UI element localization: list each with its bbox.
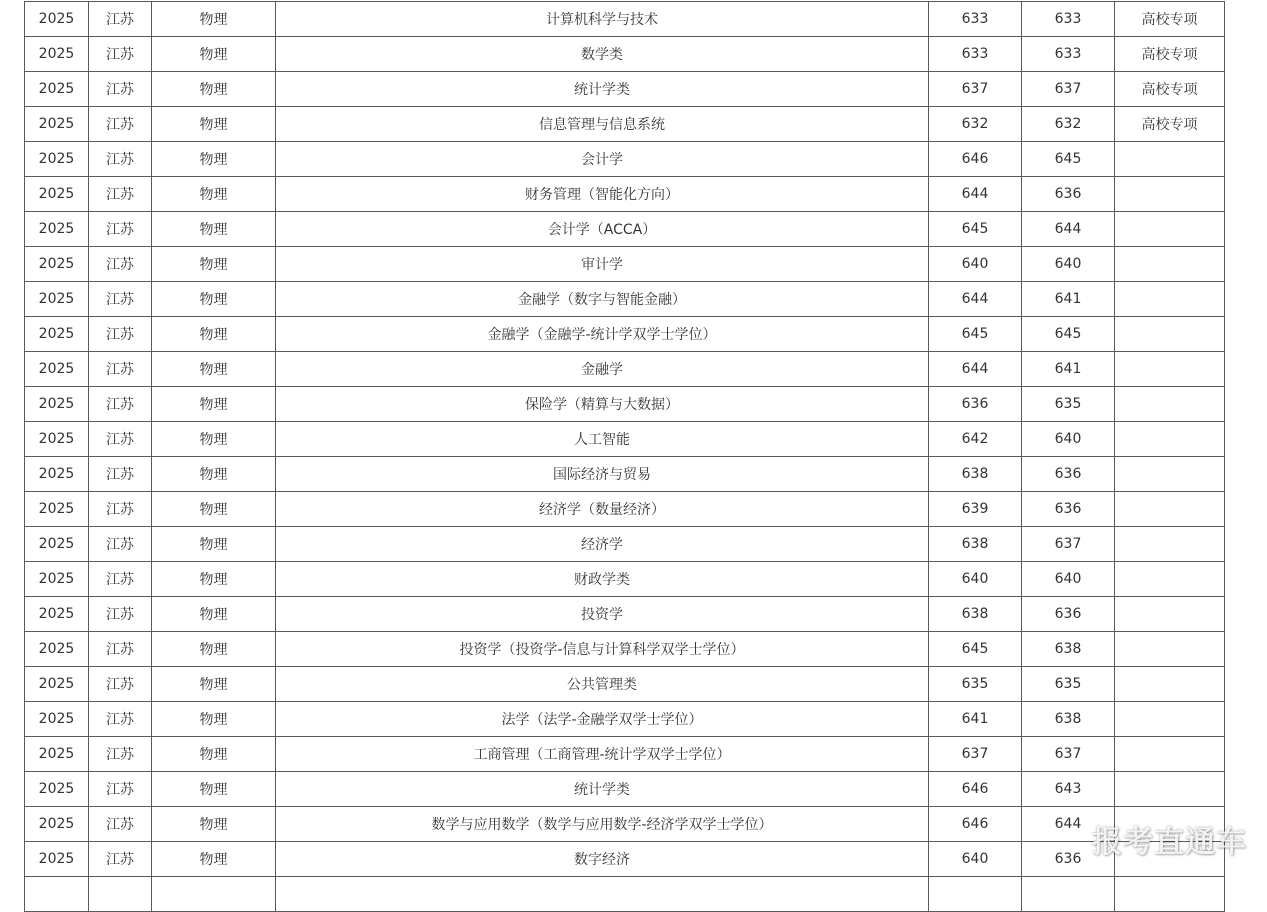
cell-max-score: 638 (929, 527, 1022, 562)
table-row (25, 422, 1225, 457)
cell-min-score: 632 (1022, 107, 1115, 142)
cell-note (1115, 352, 1225, 387)
table-row (25, 247, 1225, 282)
table-row (25, 212, 1225, 247)
cell-min-score: 640 (1022, 562, 1115, 597)
cell-min-score: 638 (1022, 702, 1115, 737)
cell-note (1115, 597, 1225, 632)
admission-scores-table (24, 1, 1225, 912)
cell-max-score: 644 (929, 177, 1022, 212)
cell-note (1115, 457, 1225, 492)
cell-year: 2025 (25, 142, 89, 177)
cell-major: 数字经济 (276, 842, 929, 877)
cell-subject: 物理 (152, 2, 276, 37)
cell-province: 江苏 (89, 37, 152, 72)
table-row (25, 737, 1225, 772)
cell-max-score: 637 (929, 72, 1022, 107)
cell-province (89, 877, 152, 912)
cell-subject: 物理 (152, 632, 276, 667)
cell-subject: 物理 (152, 387, 276, 422)
cell-subject: 物理 (152, 142, 276, 177)
cell-min-score: 640 (1022, 247, 1115, 282)
cell-year: 2025 (25, 632, 89, 667)
cell-max-score: 642 (929, 422, 1022, 457)
cell-min-score: 641 (1022, 282, 1115, 317)
cell-max-score: 639 (929, 492, 1022, 527)
cell-year: 2025 (25, 667, 89, 702)
table-row (25, 352, 1225, 387)
cell-year: 2025 (25, 107, 89, 142)
cell-note: 高校专项 (1115, 37, 1225, 72)
cell-year: 2025 (25, 317, 89, 352)
cell-min-score: 645 (1022, 142, 1115, 177)
table-row (25, 772, 1225, 807)
cell-max-score: 645 (929, 632, 1022, 667)
cell-year: 2025 (25, 457, 89, 492)
cell-year: 2025 (25, 247, 89, 282)
cell-max-score: 637 (929, 737, 1022, 772)
cell-major: 会计学 (276, 142, 929, 177)
cell-major: 审计学 (276, 247, 929, 282)
cell-province: 江苏 (89, 247, 152, 282)
cell-major: 经济学（数量经济） (276, 492, 929, 527)
table-row (25, 37, 1225, 72)
cell-note: 高校专项 (1115, 2, 1225, 37)
table-row (25, 842, 1225, 877)
table-row (25, 492, 1225, 527)
cell-province: 江苏 (89, 527, 152, 562)
cell-year: 2025 (25, 352, 89, 387)
table-row (25, 72, 1225, 107)
cell-major: 投资学（投资学-信息与计算科学双学士学位） (276, 632, 929, 667)
cell-year: 2025 (25, 37, 89, 72)
cell-min-score: 641 (1022, 352, 1115, 387)
cell-subject: 物理 (152, 282, 276, 317)
cell-max-score (929, 877, 1022, 912)
cell-min-score: 633 (1022, 2, 1115, 37)
cell-major: 数学与应用数学（数学与应用数学-经济学双学士学位） (276, 807, 929, 842)
cell-min-score: 640 (1022, 422, 1115, 457)
cell-note (1115, 527, 1225, 562)
cell-subject: 物理 (152, 842, 276, 877)
table-row (25, 107, 1225, 142)
cell-year: 2025 (25, 387, 89, 422)
cell-major: 国际经济与贸易 (276, 457, 929, 492)
cell-year: 2025 (25, 72, 89, 107)
cell-province: 江苏 (89, 807, 152, 842)
cell-province: 江苏 (89, 492, 152, 527)
cell-province: 江苏 (89, 107, 152, 142)
cell-note (1115, 317, 1225, 352)
cell-year: 2025 (25, 282, 89, 317)
table-row (25, 527, 1225, 562)
cell-note (1115, 877, 1225, 912)
cell-max-score: 646 (929, 807, 1022, 842)
cell-note (1115, 772, 1225, 807)
cell-major: 金融学（金融学-统计学双学士学位） (276, 317, 929, 352)
table-row (25, 282, 1225, 317)
cell-subject (152, 877, 276, 912)
cell-year: 2025 (25, 807, 89, 842)
cell-max-score: 645 (929, 212, 1022, 247)
cell-max-score: 644 (929, 282, 1022, 317)
table-row (25, 807, 1225, 842)
cell-province: 江苏 (89, 772, 152, 807)
cell-max-score: 640 (929, 247, 1022, 282)
cell-year: 2025 (25, 737, 89, 772)
cell-major: 金融学（数字与智能金融） (276, 282, 929, 317)
cell-province: 江苏 (89, 737, 152, 772)
cell-min-score: 637 (1022, 737, 1115, 772)
cell-min-score (1022, 877, 1115, 912)
cell-min-score: 636 (1022, 177, 1115, 212)
cell-subject: 物理 (152, 772, 276, 807)
cell-year: 2025 (25, 212, 89, 247)
cell-major: 计算机科学与技术 (276, 2, 929, 37)
cell-year: 2025 (25, 842, 89, 877)
cell-major: 会计学（ACCA） (276, 212, 929, 247)
cell-min-score: 644 (1022, 212, 1115, 247)
cell-max-score: 644 (929, 352, 1022, 387)
cell-province: 江苏 (89, 667, 152, 702)
cell-year: 2025 (25, 597, 89, 632)
table-body (25, 2, 1225, 912)
cell-max-score: 635 (929, 667, 1022, 702)
cell-max-score: 638 (929, 457, 1022, 492)
cell-province: 江苏 (89, 422, 152, 457)
cell-province: 江苏 (89, 387, 152, 422)
cell-major: 经济学 (276, 527, 929, 562)
cell-major: 财政学类 (276, 562, 929, 597)
cell-year: 2025 (25, 492, 89, 527)
table-row (25, 177, 1225, 212)
cell-note (1115, 142, 1225, 177)
table-row (25, 597, 1225, 632)
cell-subject: 物理 (152, 37, 276, 72)
cell-year: 2025 (25, 562, 89, 597)
cell-year (25, 877, 89, 912)
cell-min-score: 636 (1022, 457, 1115, 492)
cell-note (1115, 667, 1225, 702)
cell-major: 统计学类 (276, 772, 929, 807)
cell-major: 公共管理类 (276, 667, 929, 702)
table-row (25, 317, 1225, 352)
cell-subject: 物理 (152, 492, 276, 527)
cell-province: 江苏 (89, 632, 152, 667)
cell-major: 信息管理与信息系统 (276, 107, 929, 142)
cell-subject: 物理 (152, 667, 276, 702)
cell-note (1115, 702, 1225, 737)
cell-province: 江苏 (89, 317, 152, 352)
cell-subject: 物理 (152, 527, 276, 562)
cell-year: 2025 (25, 2, 89, 37)
cell-subject: 物理 (152, 702, 276, 737)
cell-min-score: 635 (1022, 387, 1115, 422)
cell-subject: 物理 (152, 177, 276, 212)
cell-major (276, 877, 929, 912)
cell-major: 数学类 (276, 37, 929, 72)
cell-note (1115, 632, 1225, 667)
table-row (25, 877, 1225, 912)
cell-subject: 物理 (152, 807, 276, 842)
cell-province: 江苏 (89, 597, 152, 632)
table-row (25, 457, 1225, 492)
cell-major: 保险学（精算与大数据） (276, 387, 929, 422)
cell-province: 江苏 (89, 177, 152, 212)
cell-min-score: 636 (1022, 597, 1115, 632)
cell-note (1115, 387, 1225, 422)
cell-province: 江苏 (89, 562, 152, 597)
cell-major: 法学（法学-金融学双学士学位） (276, 702, 929, 737)
cell-max-score: 633 (929, 37, 1022, 72)
cell-major: 投资学 (276, 597, 929, 632)
cell-min-score: 636 (1022, 842, 1115, 877)
cell-note (1115, 282, 1225, 317)
cell-subject: 物理 (152, 72, 276, 107)
cell-province: 江苏 (89, 352, 152, 387)
cell-province: 江苏 (89, 842, 152, 877)
cell-year: 2025 (25, 772, 89, 807)
cell-note (1115, 562, 1225, 597)
cell-subject: 物理 (152, 457, 276, 492)
cell-note (1115, 492, 1225, 527)
cell-max-score: 645 (929, 317, 1022, 352)
cell-max-score: 632 (929, 107, 1022, 142)
cell-max-score: 636 (929, 387, 1022, 422)
cell-subject: 物理 (152, 317, 276, 352)
cell-province: 江苏 (89, 212, 152, 247)
cell-year: 2025 (25, 702, 89, 737)
cell-note (1115, 177, 1225, 212)
cell-min-score: 636 (1022, 492, 1115, 527)
cell-major: 财务管理（智能化方向） (276, 177, 929, 212)
cell-province: 江苏 (89, 457, 152, 492)
cell-min-score: 644 (1022, 807, 1115, 842)
cell-min-score: 633 (1022, 37, 1115, 72)
cell-min-score: 635 (1022, 667, 1115, 702)
table-row (25, 562, 1225, 597)
cell-major: 统计学类 (276, 72, 929, 107)
cell-max-score: 640 (929, 842, 1022, 877)
cell-subject: 物理 (152, 737, 276, 772)
table-row (25, 387, 1225, 422)
cell-note (1115, 247, 1225, 282)
cell-year: 2025 (25, 527, 89, 562)
cell-max-score: 646 (929, 142, 1022, 177)
cell-province: 江苏 (89, 72, 152, 107)
cell-min-score: 645 (1022, 317, 1115, 352)
cell-subject: 物理 (152, 247, 276, 282)
cell-major: 金融学 (276, 352, 929, 387)
table-row (25, 667, 1225, 702)
cell-max-score: 640 (929, 562, 1022, 597)
cell-max-score: 638 (929, 597, 1022, 632)
cell-subject: 物理 (152, 352, 276, 387)
cell-year: 2025 (25, 177, 89, 212)
table-row (25, 142, 1225, 177)
cell-province: 江苏 (89, 702, 152, 737)
cell-max-score: 646 (929, 772, 1022, 807)
cell-subject: 物理 (152, 562, 276, 597)
cell-subject: 物理 (152, 212, 276, 247)
watermark-logo-text: 报考直通车 (1092, 825, 1247, 860)
cell-max-score: 633 (929, 2, 1022, 37)
cell-subject: 物理 (152, 597, 276, 632)
cell-subject: 物理 (152, 422, 276, 457)
cell-note: 高校专项 (1115, 72, 1225, 107)
cell-province: 江苏 (89, 2, 152, 37)
cell-max-score: 641 (929, 702, 1022, 737)
cell-major: 工商管理（工商管理-统计学双学士学位） (276, 737, 929, 772)
cell-min-score: 643 (1022, 772, 1115, 807)
table-row (25, 2, 1225, 37)
cell-note: 高校专项 (1115, 107, 1225, 142)
cell-note (1115, 737, 1225, 772)
cell-province: 江苏 (89, 282, 152, 317)
cell-note (1115, 422, 1225, 457)
cell-min-score: 637 (1022, 527, 1115, 562)
table-row (25, 702, 1225, 737)
cell-major: 人工智能 (276, 422, 929, 457)
cell-min-score: 637 (1022, 72, 1115, 107)
cell-note (1115, 212, 1225, 247)
cell-min-score: 638 (1022, 632, 1115, 667)
cell-subject: 物理 (152, 107, 276, 142)
cell-year: 2025 (25, 422, 89, 457)
table-row (25, 632, 1225, 667)
cell-province: 江苏 (89, 142, 152, 177)
